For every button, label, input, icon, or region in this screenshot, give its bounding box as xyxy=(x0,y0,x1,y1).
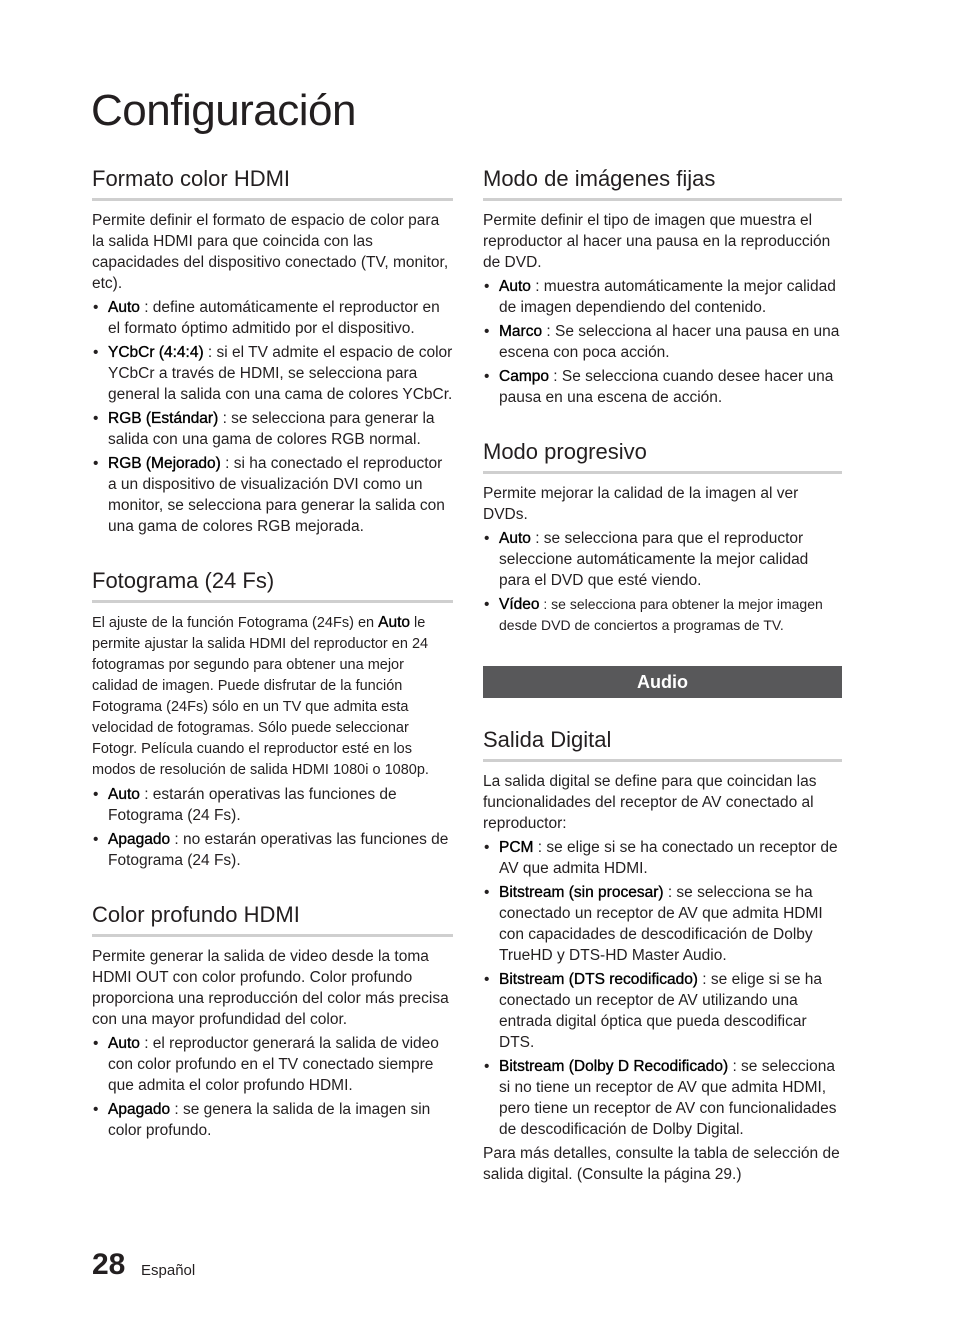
option-term: Vídeo xyxy=(499,596,540,613)
option-term: Auto xyxy=(108,786,140,803)
option-term: Campo xyxy=(499,368,549,385)
section-heading: Salida Digital xyxy=(483,726,842,762)
list-item xyxy=(483,366,842,408)
list-item xyxy=(92,453,453,537)
option-desc: : si el TV admite el espacio de color YCbCr a través de HDMI, se selecciona para general la salida con una cama de colores YCbCr. xyxy=(108,344,453,403)
option-desc: : se selecciona para generar la salida con una gama de colores RGB normal. xyxy=(108,410,435,448)
page-title: Configuración xyxy=(91,86,356,135)
option-term: Auto xyxy=(108,299,140,316)
option-term: Auto xyxy=(108,1035,140,1052)
option-desc: : Se selecciona cuando desee hacer una pausa en una escena de acción. xyxy=(499,368,834,406)
option-term: Auto xyxy=(499,278,531,295)
option-list xyxy=(483,528,842,636)
option-list xyxy=(92,297,453,537)
audio-section-bar: Audio xyxy=(483,666,842,698)
option-list xyxy=(92,1033,453,1141)
option-term: Apagado xyxy=(108,831,171,848)
list-item xyxy=(92,297,453,339)
option-term: YCbCr (4:4:4) xyxy=(108,344,204,361)
section-formato-color-hdmi xyxy=(92,165,453,537)
section-heading: Modo progresivo xyxy=(483,438,842,474)
section-imagenes-fijas xyxy=(483,165,842,408)
section-color-profundo xyxy=(92,901,453,1141)
intro-term: Auto xyxy=(378,614,411,631)
section-outro: Para más detalles, consulte la tabla de selección de salida digital. (Consulte la página 29.) xyxy=(483,1145,840,1183)
option-desc: : se elige si se ha conectado un receptor de AV utilizando una entrada digital óptica que pueda descodificar DTS. xyxy=(499,971,823,1051)
list-item xyxy=(92,342,453,405)
option-term: Bitstream (sin procesar) xyxy=(499,884,664,901)
option-desc: : se elige si se ha conectado un receptor de AV que admita HDMI. xyxy=(499,839,838,877)
option-list xyxy=(483,837,842,1140)
section-heading: Formato color HDMI xyxy=(92,165,453,201)
option-term: RGB (Estándar) xyxy=(108,410,219,427)
option-desc: : estarán operativas las funciones de Fotograma (24 Fs). xyxy=(108,786,397,824)
option-term: PCM xyxy=(499,839,534,856)
page-number: 28 xyxy=(92,1248,126,1281)
list-item xyxy=(92,408,453,450)
option-term: Marco xyxy=(499,323,543,340)
section-intro: Permite mejorar la calidad de la imagen al ver DVDs. xyxy=(483,485,799,523)
section-intro: Permite generar la salida de video desde la toma HDMI OUT con color profundo. Color profundo proporciona una reproducción del color más precisa con una mayor profundidad del color. xyxy=(92,948,449,1028)
section-intro xyxy=(92,612,453,781)
intro-text: El ajuste de la función Fotograma (24Fs) en xyxy=(92,615,379,631)
option-list xyxy=(483,276,842,408)
option-list xyxy=(92,784,453,871)
list-item xyxy=(483,882,842,966)
option-desc: : no estarán operativas las funciones de Fotograma (24 Fs). xyxy=(108,831,449,869)
option-term: RGB (Mejorado) xyxy=(108,455,221,472)
list-item xyxy=(483,321,842,363)
left-column xyxy=(92,165,453,1171)
option-desc: : si ha conectado el reproductor a un dispositivo de visualización DVI como un monitor, se selecciona para generar la salida con una gama de colores RGB mejorada. xyxy=(108,455,445,535)
list-item xyxy=(483,1056,842,1140)
list-item xyxy=(92,1033,453,1096)
option-desc: : se genera la salida de la imagen sin color profundo. xyxy=(108,1101,431,1139)
section-intro: Permite definir el tipo de imagen que muestra el reproductor al hacer una pausa en la reproducción de DVD. xyxy=(483,212,831,271)
option-desc: : se selecciona para obtener la mejor imagen desde DVD de conciertos a programas de TV. xyxy=(499,596,823,633)
list-item xyxy=(92,784,453,826)
option-desc: : se selecciona para que el reproductor seleccione automáticamente la mejor calidad para el DVD que esté viendo. xyxy=(499,530,809,589)
list-item xyxy=(483,594,842,636)
option-desc: : se selecciona se ha conectado un receptor de AV que admita HDMI con capacidades de descodificación de Dolby TrueHD y DTS-HD Master Audio. xyxy=(499,884,823,964)
section-intro: Permite definir el formato de espacio de color para la salida HDMI para que coincida con las capacidades del dispositivo conectado (TV, monitor, etc). xyxy=(92,212,449,292)
section-heading: Fotograma (24 Fs) xyxy=(92,567,453,603)
option-desc: : muestra automáticamente la mejor calidad de imagen dependiendo del contenido. xyxy=(499,278,836,316)
list-item xyxy=(483,837,842,879)
list-item xyxy=(483,969,842,1053)
section-heading: Modo de imágenes fijas xyxy=(483,165,842,201)
right-column xyxy=(483,165,842,1215)
option-desc: : Se selecciona al hacer una pausa en una escena con poca acción. xyxy=(499,323,840,361)
list-item xyxy=(92,829,453,871)
list-item xyxy=(483,276,842,318)
option-term: Auto xyxy=(499,530,531,547)
option-term: Apagado xyxy=(108,1101,171,1118)
option-desc: : se selecciona si no tiene un receptor de AV que admita HDMI, pero tiene un receptor de AV con funcionalidades de descodificación de Dolby Digital. xyxy=(499,1058,837,1138)
list-item xyxy=(483,528,842,591)
option-desc: : el reproductor generará la salida de video con color profundo en el TV conectado siempre que admita el color profundo HDMI. xyxy=(108,1035,439,1094)
option-term: Bitstream (DTS recodificado) xyxy=(499,971,698,988)
section-fotograma xyxy=(92,567,453,871)
section-salida-digital xyxy=(483,726,842,1185)
section-modo-progresivo xyxy=(483,438,842,636)
option-desc: : define automáticamente el reproductor en el formato óptimo admitido por el dispositivo. xyxy=(108,299,440,337)
option-term: Bitstream (Dolby D Recodificado) xyxy=(499,1058,729,1075)
page-language: Español xyxy=(141,1262,196,1279)
list-item xyxy=(92,1099,453,1141)
section-heading: Color profundo HDMI xyxy=(92,901,453,937)
section-intro: La salida digital se define para que coincidan las funcionalidades del receptor de AV conectado al reproductor: xyxy=(483,773,817,832)
intro-text: le permite ajustar la salida HDMI del reproductor en 24 fotogramas por segundo para obtener una mejor calidad de imagen. Puede disfrutar de la función Fotograma (24Fs) sólo en un TV que admita esta velocidad de fotogramas. Sólo puede seleccionar Fotogr. Película cuando el reproductor esté en los modos de resolución de salida HDMI 1080i o 1080p. xyxy=(92,615,429,778)
